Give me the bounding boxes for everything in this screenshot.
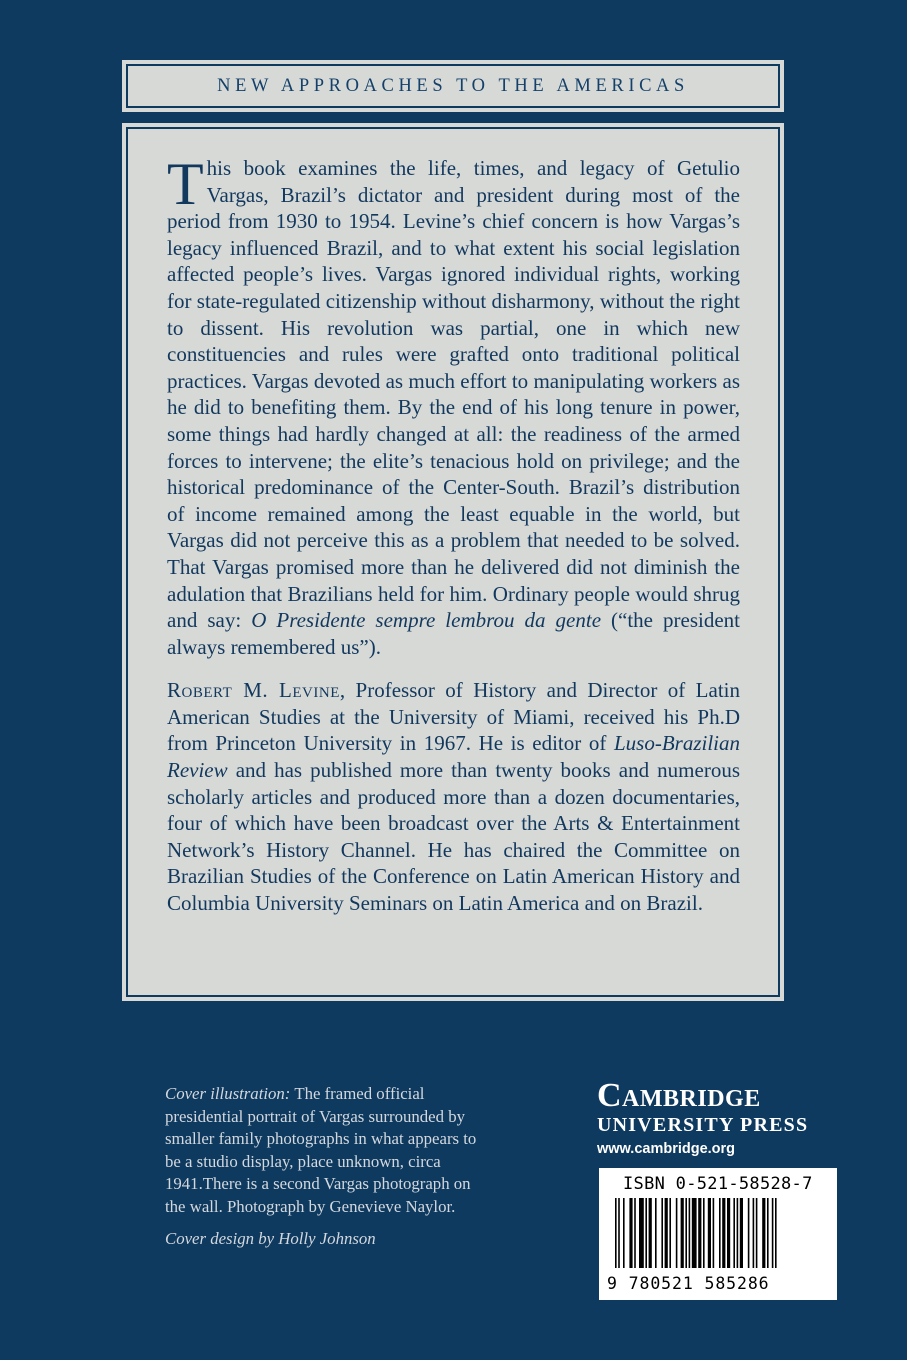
barcode-bar: [719, 1198, 721, 1268]
series-banner: [122, 60, 784, 112]
barcode-block: [599, 1168, 837, 1300]
description-panel: [122, 123, 784, 1001]
barcode-bar: [665, 1198, 668, 1268]
barcode-bar: [676, 1198, 678, 1268]
barcode-bar: [618, 1198, 620, 1268]
summary-text: his book examines the life, times, and legacy of Getulio Vargas, Brazil’s dictator and president during most of the period from 1930 to 1954. Levine’s chief concern is how Vargas’s legacy influenced Brazil, and to what extent his social legislation affected people’s lives. Vargas ignored individual rights, working for state-regulated citizenship without disharmony, without the right to dissent. His revolution was partial, one in which new constituencies and rules were grafted onto traditional political practices. Vargas devoted as much effort to manipulating workers as he did to benefiting them. By the end of his long tenure in power, some things had hardly changed at all: the readiness of the armed forces to intervene; the elite’s tenacious hold on privilege; and the historical predominance of the Center-South. Brazil’s distribution of income remained among the least equable in the world, but Vargas did not perceive this as a problem that needed to be solved. That Vargas promised more than he delivered did not diminish the adulation that Brazilians held for him. Ordinary people would shrug and say:: [167, 156, 740, 633]
bio-text-end: and has published more than twenty books and numerous scholarly articles and produced more than a dozen documentaries, four of which have been broadcast over the Arts & Entertainment Network’s History Channel. He has chaired the Committee on Brazilian Studies of the Conference on Latin American History and Columbia University Seminars on Latin America and on Brazil.: [167, 758, 740, 916]
barcode-bar: [772, 1198, 774, 1268]
barcode-bars: [609, 1198, 827, 1268]
cover-illustration-note: [165, 1083, 495, 1218]
barcode-bar: [681, 1198, 684, 1268]
barcode-bar: [669, 1198, 671, 1268]
barcode-bar: [708, 1198, 711, 1268]
series-title: NEW APPROACHES TO THE AMERICAS: [217, 75, 689, 96]
barcode-bar: [645, 1198, 647, 1268]
author-bio: [167, 677, 740, 916]
barcode-digits: 9 780521 585286: [607, 1274, 770, 1293]
journal-title: Luso-Brazilian Review: [167, 731, 740, 783]
barcode-bar: [737, 1198, 739, 1268]
barcode-bar: [649, 1198, 652, 1268]
barcode-bar: [767, 1198, 769, 1268]
drop-cap: T: [167, 151, 204, 217]
cover-illustration-text: The framed official presidential portrait of Vargas surrounded by smaller family photographs in what appears to be a studio display, place unknown, circa 1941.There is a second Vargas photograph on the wall. Photograph by Genevieve Naylor.: [165, 1084, 477, 1216]
publisher-logo: [597, 1078, 837, 1157]
barcode-bar: [634, 1198, 636, 1268]
cover-notes: [165, 1083, 495, 1251]
barcode-bar: [689, 1198, 691, 1268]
author-name: Robert M. Levine: [167, 678, 340, 703]
publisher-name: Cambridge: [597, 1077, 761, 1114]
barcode-bar: [698, 1198, 701, 1268]
summary-text-end: (“the president always remembered us”).: [167, 608, 740, 659]
barcode-bar: [753, 1198, 755, 1268]
barcode-bar: [629, 1198, 632, 1268]
cover-design-credit: Cover design by Holly Johnson: [165, 1229, 376, 1248]
barcode-bar: [727, 1198, 730, 1268]
barcode-bar: [623, 1198, 625, 1268]
publisher-subtitle: UNIVERSITY PRESS: [597, 1114, 809, 1136]
cover-illustration-label: Cover illustration:: [165, 1084, 291, 1103]
barcode-bar: [733, 1198, 735, 1268]
barcode-bar: [756, 1198, 758, 1268]
barcode-bar: [615, 1198, 617, 1268]
summary-quote: O Presidente sempre lembrou da gente: [251, 608, 602, 633]
barcode-bar: [762, 1198, 765, 1268]
isbn-label: ISBN 0-521-58528-7: [623, 1174, 813, 1194]
bio-text: , Professor of History and Director of Latin American Studies at the University of Miami, received his Ph.D from Princeton University in 1967. He is editor of: [167, 678, 740, 756]
barcode-bar: [655, 1198, 657, 1268]
book-summary: [167, 151, 740, 660]
barcode-bar: [639, 1198, 644, 1268]
barcode-bar: [661, 1198, 663, 1268]
barcode-bar: [775, 1198, 777, 1268]
publisher-url: www.cambridge.org: [597, 1141, 736, 1157]
barcode-bar: [692, 1198, 697, 1268]
barcode-bar: [713, 1198, 715, 1268]
barcode-bar: [740, 1198, 743, 1268]
barcode-bar: [685, 1198, 687, 1268]
barcode-bar: [703, 1198, 705, 1268]
barcode-bar: [722, 1198, 725, 1268]
barcode-bar: [748, 1198, 750, 1268]
